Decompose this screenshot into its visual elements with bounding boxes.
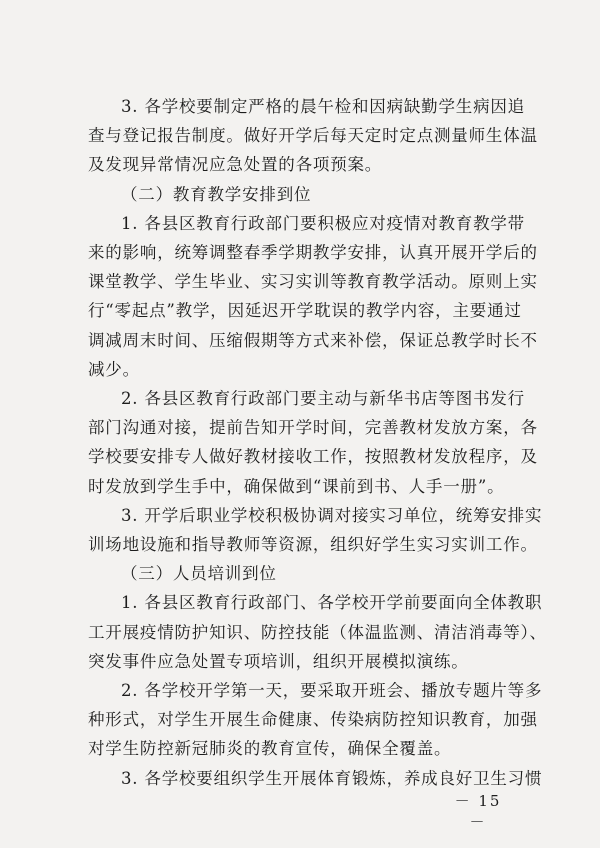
text-line: 课堂教学、学生毕业、实习实训等教育教学活动。原则上实	[88, 272, 538, 292]
text-line: 及发现异常情况应急处置的各项预案。	[88, 155, 383, 175]
paragraph	[88, 384, 538, 501]
paragraph	[88, 764, 543, 793]
text-line: 2. 各学校开学第一天，要采取开班会、播放专题片等多	[121, 681, 543, 701]
text-line: 部门沟通对接，提前告知开学时间，完善教材发放方案，各	[88, 418, 538, 438]
text-line: 调减周末时间、压缩假期等方式来补偿，保证总教学时长不	[88, 330, 538, 350]
text-line: 1. 各县区教育行政部门、各学校开学前要面向全体教职	[121, 593, 543, 613]
paragraph	[88, 501, 543, 559]
text-line: 3. 各学校要组织学生开展体育锻炼，养成良好卫生习惯	[121, 768, 543, 788]
section-heading	[88, 559, 506, 588]
text-line: 学校要安排专人做好教材接收工作，按照教材发放程序，及	[88, 447, 538, 467]
text-line: （二）教育教学安排到位	[121, 184, 312, 204]
text-line: 来的影响，统筹调整春季学期教学安排，认真开展开学后的	[88, 243, 538, 263]
paragraph	[88, 92, 538, 180]
section-heading	[88, 180, 506, 209]
text-line: 种形式，对学生开展生命健康、传染病防控知识教育，加强	[88, 710, 538, 730]
text-line: 1. 各县区教育行政部门要积极应对疫情对教育教学带	[121, 213, 525, 233]
text-line: 突发事件应急处置专项培训，组织开展模拟演练。	[88, 651, 469, 671]
text-line: 对学生防控新冠肺炎的教育宣传，确保全覆盖。	[88, 739, 452, 759]
document-body	[88, 92, 547, 793]
page-number: － 15 －	[454, 792, 502, 831]
text-line: 查与登记报告制度。做好开学后每天定时定点测量师生体温	[88, 126, 538, 146]
paragraph	[88, 676, 543, 764]
text-line: 减少。	[88, 359, 140, 379]
paragraph	[88, 209, 538, 384]
text-line: 行“零起点”教学，因延迟开学耽误的教学内容，主要通过	[88, 301, 522, 321]
text-line: 时发放到学生手中，确保做到“课前到书、人手一册”。	[88, 476, 505, 496]
text-line: 3. 开学后职业学校积极协调对接实习单位，统筹安排实	[121, 505, 543, 525]
paragraph	[88, 588, 547, 676]
text-line: 3. 各学校要制定严格的晨午检和因病缺勤学生病因追	[121, 97, 525, 116]
text-line: 训场地设施和指导教师等资源，组织好学生实习实训工作。	[88, 535, 538, 555]
text-line: 2. 各县区教育行政部门要主动与新华书店等图书发行	[121, 389, 525, 409]
text-line: 工开展疫情防护知识、防控技能（体温监测、清洁消毒等）、	[88, 622, 547, 642]
text-line: （三）人员培训到位	[121, 564, 277, 584]
